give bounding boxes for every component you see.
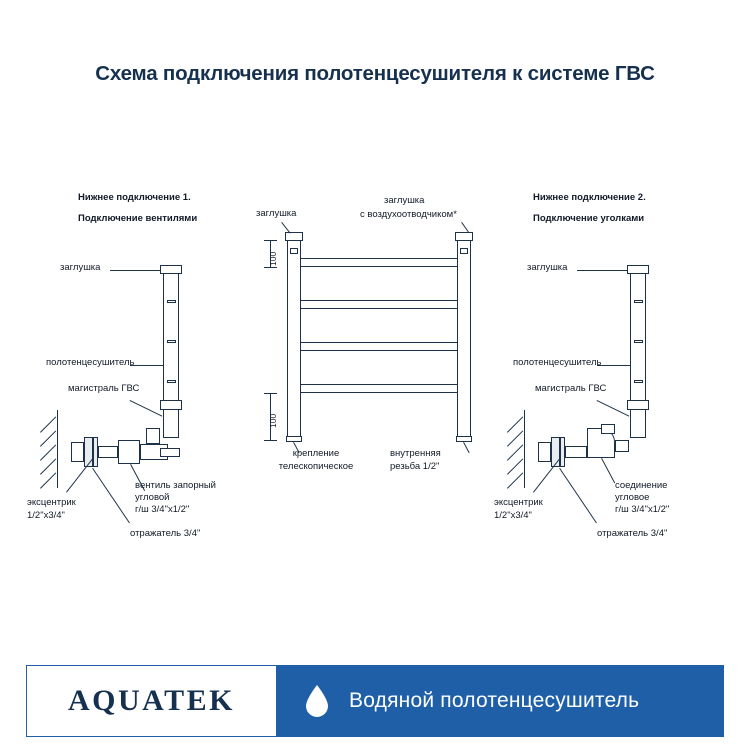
left-label-main: магистраль ГВС [68, 383, 140, 394]
left-leader-rail [130, 365, 163, 366]
right-rail-rung-3 [634, 380, 643, 383]
center-dim-bottom-tick-upper [264, 393, 277, 394]
water-drop-icon [303, 683, 331, 719]
right-rail-column [630, 273, 646, 438]
center-rail-rung-1 [300, 258, 458, 267]
center-label-cap-air-line2: с воздухоотводчиком* [360, 209, 457, 220]
right-leader-main [597, 400, 630, 417]
right-label-angle-line2: угловое [615, 492, 650, 503]
center-rail-rung-4 [300, 384, 458, 393]
left-rail-bottom-connector [160, 400, 182, 410]
left-label-cap: заглушка [60, 262, 101, 273]
left-label-valve-line2: угловой [135, 492, 170, 503]
center-rail-rung-3 [300, 342, 458, 351]
left-leader-reflector [92, 468, 130, 523]
center-rail-rung-2 [300, 300, 458, 309]
right-pipe-run [565, 446, 587, 458]
right-leader-eccentric [533, 457, 561, 492]
right-leader-reflector [559, 468, 597, 523]
right-label-angle-line1: соединение [615, 480, 668, 491]
left-panel-heading-line1: Нижнее подключение 1. [78, 192, 191, 203]
right-leader-cap [577, 270, 627, 271]
center-dim-top-tick-upper [264, 240, 277, 241]
brand-tagline-block [277, 666, 723, 736]
center-diagram-panel [250, 0, 500, 640]
center-label-mount-line2: телескопическое [278, 461, 354, 472]
center-dim-bottom-tick-lower [264, 440, 277, 441]
right-wall-line [524, 410, 525, 488]
left-valve-outlet [160, 448, 180, 457]
center-leader-cap-air [461, 222, 469, 232]
left-rail-rung-3 [167, 380, 176, 383]
right-rail-rung-2 [634, 340, 643, 343]
left-label-reflector: отражатель 3/4" [130, 528, 201, 539]
right-label-eccentric-line2: 1/2"х3/4" [494, 510, 532, 521]
right-label-rail: полотенцесушитель [513, 357, 602, 368]
left-eccentric-fitting [71, 442, 84, 462]
right-wall-hatch-5 [507, 472, 523, 488]
right-label-angle-line3: г/ш 3/4"х1/2" [615, 504, 670, 515]
left-label-eccentric-line1: эксцентрик [27, 497, 76, 508]
right-eccentric-fitting [538, 442, 551, 462]
left-label-rail: полотенцесушитель [46, 357, 135, 368]
left-label-eccentric-line2: 1/2"х3/4" [27, 510, 65, 521]
right-rail-rung-1 [634, 300, 643, 303]
center-leader-thread [463, 442, 470, 453]
brand-bar [26, 665, 724, 737]
left-leader-eccentric [66, 457, 94, 492]
center-mount-right [460, 248, 468, 254]
left-wall-line [57, 410, 58, 488]
center-mount-left [290, 248, 298, 254]
left-leader-main [130, 400, 163, 417]
right-angle-vertical [601, 424, 615, 434]
left-rail-rung-2 [167, 340, 176, 343]
right-label-cap: заглушка [527, 262, 568, 273]
brand-tagline: Водяной полотенцесушитель [349, 689, 640, 712]
right-leader-rail [597, 365, 630, 366]
left-valve-stem [146, 428, 160, 444]
right-leader-angle [601, 458, 615, 483]
center-label-cap-air-line1: заглушка [384, 195, 425, 206]
left-pipe-run [98, 446, 118, 458]
center-dim-top-tick-lower [264, 267, 277, 268]
left-valve-body [118, 440, 140, 464]
left-diagram-panel [0, 0, 250, 640]
center-label-thread-line2: резьба 1/2" [390, 461, 440, 472]
right-panel-heading-line2: Подключение уголками [533, 213, 645, 224]
right-label-main: магистраль ГВС [535, 383, 607, 394]
right-angle-outlet [615, 440, 629, 452]
center-label-mount-line1: крепление [292, 448, 340, 459]
center-dim-bottom-text: 100 [268, 413, 278, 428]
right-panel-heading-line1: Нижнее подключение 2. [533, 192, 646, 203]
center-label-thread-line1: внутренняя [390, 448, 441, 459]
center-rail-right-column [457, 240, 471, 440]
right-label-eccentric-line1: эксцентрик [494, 497, 543, 508]
left-leader-cap [110, 270, 160, 271]
left-rail-column [163, 273, 179, 438]
left-label-valve-line3: г/ш 3/4"х1/2" [135, 504, 190, 515]
brand-name: AQUATEK [68, 684, 235, 717]
left-wall-hatch-5 [40, 472, 56, 488]
right-diagram-panel [475, 0, 750, 640]
center-rail-left-column [287, 240, 301, 440]
left-rail-rung-1 [167, 300, 176, 303]
left-panel-heading-line2: Подключение вентилями [78, 213, 198, 224]
left-label-valve-line1: вентиль запорный [135, 480, 216, 491]
right-label-reflector: отражатель 3/4" [597, 528, 668, 539]
center-dim-top-text: 100 [268, 251, 278, 266]
page-title: Схема подключения полотенцесушителя к системе ГВС [95, 62, 655, 85]
right-rail-bottom-connector [627, 400, 649, 410]
center-label-cap: заглушка [256, 208, 297, 219]
brand-logo-block [27, 666, 277, 736]
